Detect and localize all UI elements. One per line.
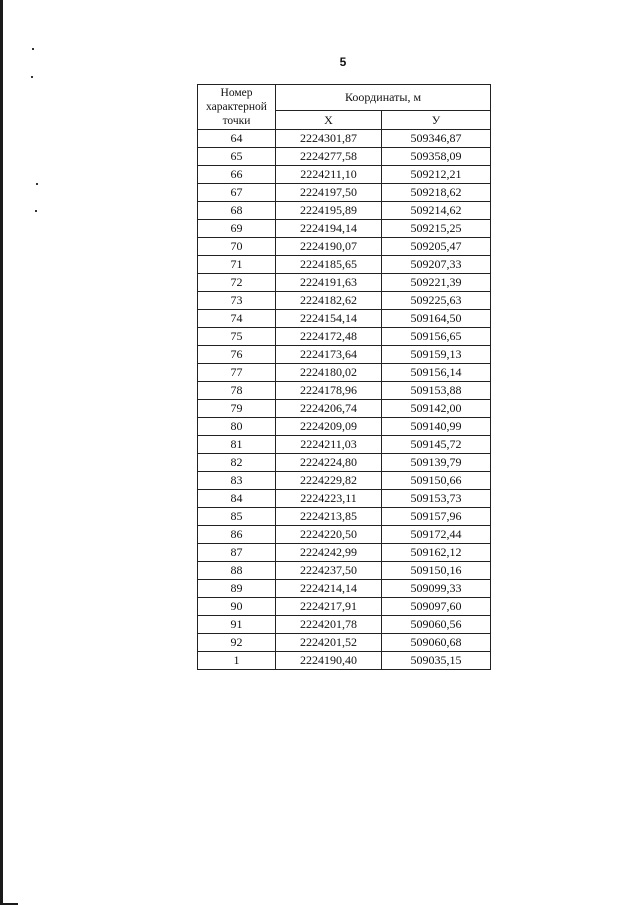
y-coordinate-cell: 509157,96 — [382, 508, 491, 526]
y-coordinate-cell: 509142,00 — [382, 400, 491, 418]
y-coordinate-cell: 509212,21 — [382, 166, 491, 184]
table-row — [198, 364, 491, 382]
x-coordinate-cell: 2224195,89 — [276, 202, 382, 220]
table-row — [198, 382, 491, 400]
table-row — [198, 418, 491, 436]
x-coordinate-cell: 2224301,87 — [276, 130, 382, 148]
scan-speck — [35, 210, 37, 212]
table-row — [198, 562, 491, 580]
point-number-cell: 65 — [198, 148, 276, 166]
x-coordinate-cell: 2224197,50 — [276, 184, 382, 202]
point-number-cell: 82 — [198, 454, 276, 472]
y-coordinate-cell: 509358,09 — [382, 148, 491, 166]
x-coordinate-cell: 2224224,80 — [276, 454, 382, 472]
y-coordinate-cell: 509140,99 — [382, 418, 491, 436]
point-number-cell: 79 — [198, 400, 276, 418]
point-number-cell: 91 — [198, 616, 276, 634]
y-coordinate-cell: 509035,15 — [382, 652, 491, 670]
point-number-cell: 92 — [198, 634, 276, 652]
point-number-cell: 70 — [198, 238, 276, 256]
x-coordinate-cell: 2224180,02 — [276, 364, 382, 382]
y-coordinate-cell: 509156,65 — [382, 328, 491, 346]
x-coordinate-cell: 2224154,14 — [276, 310, 382, 328]
x-coordinate-cell: 2224172,48 — [276, 328, 382, 346]
scan-speck — [32, 48, 34, 50]
point-number-cell: 78 — [198, 382, 276, 400]
point-number-cell: 88 — [198, 562, 276, 580]
y-coordinate-cell: 509150,16 — [382, 562, 491, 580]
point-number-cell: 71 — [198, 256, 276, 274]
point-number-cell: 83 — [198, 472, 276, 490]
y-coordinate-cell: 509097,60 — [382, 598, 491, 616]
table-row — [198, 202, 491, 220]
x-coordinate-cell: 2224213,85 — [276, 508, 382, 526]
y-coordinate-cell: 509218,62 — [382, 184, 491, 202]
table-row — [198, 508, 491, 526]
x-coordinate-cell: 2224191,63 — [276, 274, 382, 292]
point-number-cell: 76 — [198, 346, 276, 364]
y-coordinate-cell: 509139,79 — [382, 454, 491, 472]
x-coordinate-cell: 2224206,74 — [276, 400, 382, 418]
point-number-cell: 74 — [198, 310, 276, 328]
scan-speck — [36, 183, 38, 185]
table-header — [198, 85, 491, 130]
x-coordinate-cell: 2224214,14 — [276, 580, 382, 598]
table-row — [198, 328, 491, 346]
y-coordinate-cell: 509164,50 — [382, 310, 491, 328]
x-coordinate-cell: 2224242,99 — [276, 544, 382, 562]
table-row — [198, 634, 491, 652]
x-column-header: X — [276, 111, 382, 130]
y-coordinate-cell: 509172,44 — [382, 526, 491, 544]
table-row — [198, 292, 491, 310]
x-coordinate-cell: 2224211,03 — [276, 436, 382, 454]
table-row — [198, 310, 491, 328]
scan-speck — [31, 76, 33, 78]
y-coordinate-cell: 509153,88 — [382, 382, 491, 400]
point-number-cell: 1 — [198, 652, 276, 670]
x-coordinate-cell: 2224220,50 — [276, 526, 382, 544]
point-number-cell: 85 — [198, 508, 276, 526]
y-column-header: У — [382, 111, 491, 130]
y-coordinate-cell: 509060,56 — [382, 616, 491, 634]
point-number-cell: 89 — [198, 580, 276, 598]
x-coordinate-cell: 2224173,64 — [276, 346, 382, 364]
point-number-header: Номер характерной точки — [198, 85, 276, 130]
table-row — [198, 544, 491, 562]
table-body — [198, 130, 491, 670]
table-row — [198, 454, 491, 472]
table-row — [198, 472, 491, 490]
point-number-cell: 86 — [198, 526, 276, 544]
point-number-cell: 77 — [198, 364, 276, 382]
table-row — [198, 274, 491, 292]
table-row — [198, 616, 491, 634]
table-row — [198, 490, 491, 508]
x-coordinate-cell: 2224217,91 — [276, 598, 382, 616]
point-number-cell: 80 — [198, 418, 276, 436]
y-coordinate-cell: 509225,63 — [382, 292, 491, 310]
y-coordinate-cell: 509060,68 — [382, 634, 491, 652]
x-coordinate-cell: 2224223,11 — [276, 490, 382, 508]
y-coordinate-cell: 509215,25 — [382, 220, 491, 238]
point-number-cell: 66 — [198, 166, 276, 184]
table-row — [198, 256, 491, 274]
point-number-cell: 69 — [198, 220, 276, 238]
y-coordinate-cell: 509159,13 — [382, 346, 491, 364]
x-coordinate-cell: 2224182,62 — [276, 292, 382, 310]
point-number-cell: 81 — [198, 436, 276, 454]
table-row — [198, 184, 491, 202]
point-number-cell: 72 — [198, 274, 276, 292]
page-number: 5 — [339, 55, 347, 69]
y-coordinate-cell: 509221,39 — [382, 274, 491, 292]
table-row — [198, 166, 491, 184]
table-row — [198, 148, 491, 166]
x-coordinate-cell: 2224190,07 — [276, 238, 382, 256]
coordinates-table — [197, 84, 491, 670]
point-number-cell: 87 — [198, 544, 276, 562]
table-row — [198, 346, 491, 364]
x-coordinate-cell: 2224229,82 — [276, 472, 382, 490]
table-row — [198, 652, 491, 670]
x-coordinate-cell: 2224277,58 — [276, 148, 382, 166]
y-coordinate-cell: 509099,33 — [382, 580, 491, 598]
table-row — [198, 526, 491, 544]
point-number-cell: 67 — [198, 184, 276, 202]
x-coordinate-cell: 2224194,14 — [276, 220, 382, 238]
y-coordinate-cell: 509346,87 — [382, 130, 491, 148]
x-coordinate-cell: 2224209,09 — [276, 418, 382, 436]
point-number-cell: 64 — [198, 130, 276, 148]
y-coordinate-cell: 509205,47 — [382, 238, 491, 256]
y-coordinate-cell: 509156,14 — [382, 364, 491, 382]
table-row — [198, 238, 491, 256]
table-row — [198, 400, 491, 418]
point-number-cell: 90 — [198, 598, 276, 616]
table-row — [198, 220, 491, 238]
scan-left-edge — [0, 0, 3, 905]
table-row — [198, 130, 491, 148]
y-coordinate-cell: 509153,73 — [382, 490, 491, 508]
table-row — [198, 580, 491, 598]
table-row — [198, 436, 491, 454]
point-number-cell: 75 — [198, 328, 276, 346]
y-coordinate-cell: 509207,33 — [382, 256, 491, 274]
x-coordinate-cell: 2224190,40 — [276, 652, 382, 670]
x-coordinate-cell: 2224178,96 — [276, 382, 382, 400]
table-row — [198, 598, 491, 616]
x-coordinate-cell: 2224185,65 — [276, 256, 382, 274]
point-number-cell: 73 — [198, 292, 276, 310]
coordinates-header: Координаты, м — [276, 85, 491, 111]
x-coordinate-cell: 2224201,78 — [276, 616, 382, 634]
point-number-cell: 68 — [198, 202, 276, 220]
x-coordinate-cell: 2224237,50 — [276, 562, 382, 580]
y-coordinate-cell: 509162,12 — [382, 544, 491, 562]
point-number-cell: 84 — [198, 490, 276, 508]
y-coordinate-cell: 509214,62 — [382, 202, 491, 220]
x-coordinate-cell: 2224211,10 — [276, 166, 382, 184]
y-coordinate-cell: 509145,72 — [382, 436, 491, 454]
y-coordinate-cell: 509150,66 — [382, 472, 491, 490]
x-coordinate-cell: 2224201,52 — [276, 634, 382, 652]
